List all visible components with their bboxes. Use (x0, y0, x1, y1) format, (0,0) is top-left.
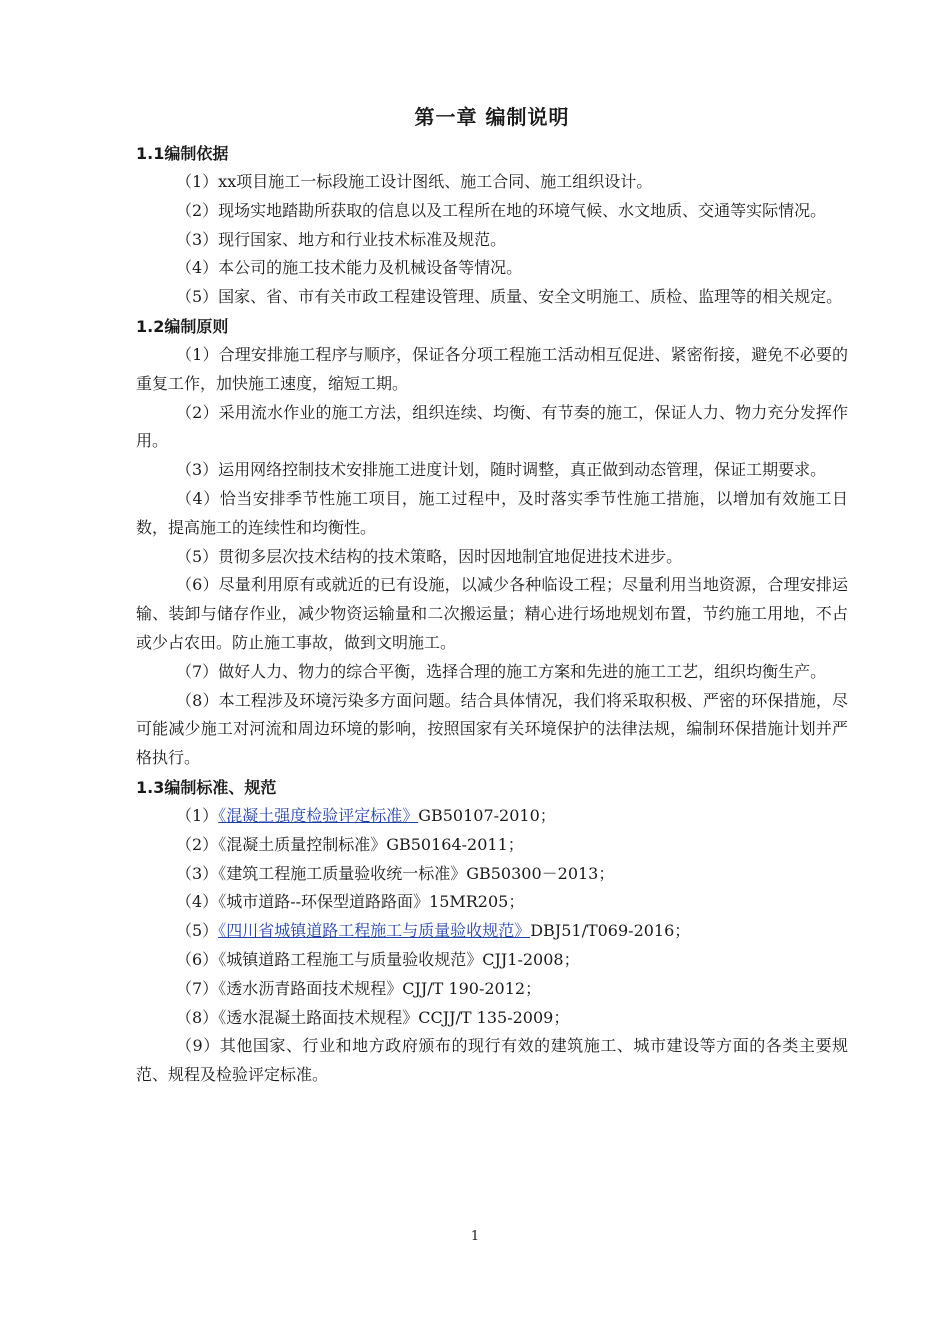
paragraph: （4）恰当安排季节性施工项目，施工过程中，及时落实季节性施工措施，以增加有效施工日数，提高施工的连续性和均衡性。 (136, 488, 848, 537)
standard-item-prefix: （7） (176, 978, 219, 998)
paragraph: （9）其他国家、行业和地方政府颁布的现行有效的建筑施工、城市建设等方面的各类主要规范、规程及检验评定标准。 (136, 1036, 848, 1085)
standard-item (136, 946, 848, 975)
paragraph: （6）尽量利用原有或就近的已有设施，以减少各种临设工程；尽量利用当地资源，合理安排运输、装卸与储存作业，减少物资运输量和二次搬运量；精心进行场地规划布置，节约施工用地，不占或少占农田。防止施工事故，做到文明施工。 (136, 575, 848, 652)
paragraph: （4）本公司的施工技术能力及机械设备等情况。 (176, 258, 523, 278)
standard-item (136, 831, 848, 860)
section-heading-1-2: 1.2编制原则 (136, 316, 229, 336)
standard-code: CJJ/T 190-2012； (402, 978, 542, 998)
standard-item-prefix: （4） (176, 892, 219, 912)
paragraph: （8）本工程涉及环境污染多方面问题。结合具体情况，我们将采取积极、严密的环保措施，尽可能减少施工对河流和周边环境的影响，按照国家有关环境保护的法律法规，编制环保措施计划并严格执行。 (136, 690, 848, 768)
standard-code: GB50300－2013； (466, 863, 615, 883)
paragraph: （7）做好人力、物力的综合平衡，选择合理的施工方案和先进的施工工艺，组织均衡生产。 (176, 661, 827, 681)
standard-code: CJJ1-2008； (482, 949, 580, 969)
paragraph: （1）xx项目施工一标段施工设计图纸、施工合同、施工组织设计。 (176, 172, 653, 191)
standard-item (136, 917, 848, 946)
standard-link[interactable]: 《混凝土强度检验评定标准》 (218, 805, 419, 825)
standard-link[interactable]: 《四川省城镇道路工程施工与质量验收规范》 (218, 921, 531, 941)
page-number: 1 (470, 1229, 480, 1244)
standard-item-prefix: （2） (176, 834, 219, 854)
standard-item-prefix: （1） (176, 805, 219, 825)
standard-title: 《混凝土质量控制标准》 (218, 834, 387, 854)
standard-code: 15MR205； (429, 892, 525, 912)
document-page (136, 103, 848, 1090)
standard-item-prefix: （6） (176, 949, 219, 969)
standard-code: CCJJ/T 135-2009； (418, 1007, 570, 1027)
paragraph: （5）贯彻多层次技术结构的技术策略，因时因地制宜地促进技术进步。 (176, 546, 683, 566)
chapter-title: 第一章 编制说明 (414, 105, 570, 129)
standard-item-prefix: （5） (176, 921, 219, 941)
standard-title: 《透水混凝土路面技术规程》 (218, 1007, 419, 1027)
section-heading-1-1: 1.1编制依据 (136, 144, 229, 163)
standard-item (136, 802, 848, 831)
standard-title: 《城镇道路工程施工与质量验收规范》 (218, 949, 483, 969)
standard-item (136, 888, 848, 917)
standard-item-prefix: （3） (176, 863, 219, 883)
standard-item-prefix: （8） (176, 1007, 219, 1027)
paragraph: （3）现行国家、地方和行业技术标准及规范。 (176, 229, 507, 249)
standard-code: DBJ51/T069-2016； (530, 921, 691, 941)
paragraph: （1）合理安排施工程序与顺序，保证各分项工程施工活动相互促进、紧密衔接，避免不必要的重复工作，加快施工速度，缩短工期。 (136, 344, 848, 393)
paragraph: （2）现场实地踏勘所获取的信息以及工程所在地的环境气候、水文地质、交通等实际情况。 (176, 200, 827, 220)
paragraph: （2）采用流水作业的施工方法，组织连续、均衡、有节奏的施工，保证人力、物力充分发挥作用。 (136, 402, 848, 451)
paragraph: （5）国家、省、市有关市政工程建设管理、质量、安全文明施工、质检、监理等的相关规定。 (176, 287, 843, 307)
standard-item (136, 860, 848, 889)
standard-item (136, 975, 848, 1004)
standard-title: 《建筑工程施工质量验收统一标准》 (218, 863, 467, 883)
section-heading-1-3: 1.3编制标准、规范 (136, 777, 277, 797)
standard-code: GB50164-2011； (386, 834, 524, 854)
standard-code: GB50107-2010； (418, 805, 556, 825)
standard-title: 《城市道路--环保型道路路面》 (218, 892, 430, 912)
standard-title: 《透水沥青路面技术规程》 (218, 978, 403, 998)
standard-item (136, 1004, 848, 1033)
paragraph: （3）运用网络控制技术安排施工进度计划，随时调整，真正做到动态管理，保证工期要求。 (176, 460, 827, 480)
